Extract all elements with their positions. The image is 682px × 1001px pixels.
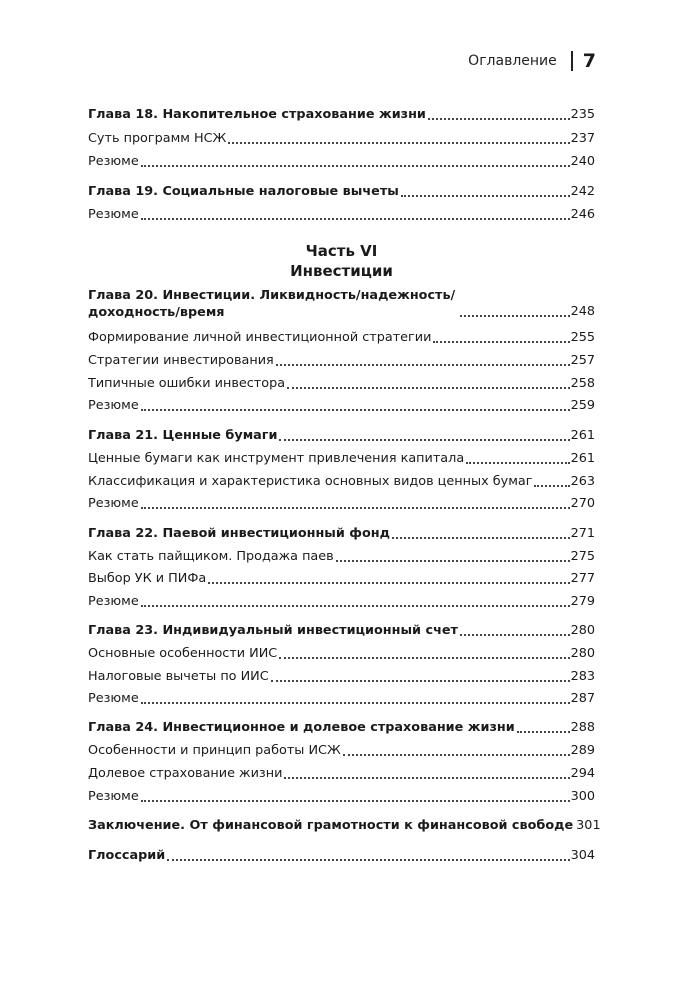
running-header-title: Оглавление xyxy=(468,53,557,69)
toc-entry-chapter[interactable]: Глава 19. Социальные налоговые вычеты 242 xyxy=(88,184,595,199)
dot-leader xyxy=(141,405,570,411)
toc-entry-section[interactable]: Формирование личной инвестиционной стратегии 255 xyxy=(88,330,595,345)
toc-entry-section[interactable]: Резюме 270 xyxy=(88,496,595,511)
toc-entry-section[interactable]: Как стать пайщиком. Продажа паев 275 xyxy=(88,549,595,564)
dot-leader xyxy=(284,773,569,779)
dot-leader xyxy=(208,578,569,584)
dot-leader xyxy=(460,311,570,317)
toc-entry-chapter[interactable]: Глава 22. Паевой инвестиционный фонд 271 xyxy=(88,526,595,541)
toc-entry-section[interactable]: Основные особенности ИИС 280 xyxy=(88,646,595,661)
dot-leader xyxy=(287,383,570,389)
dot-leader xyxy=(336,556,570,562)
dot-leader xyxy=(141,698,570,704)
toc-entry-section[interactable]: Резюме 259 xyxy=(88,398,595,413)
dot-leader xyxy=(460,630,570,636)
toc-entry-chapter[interactable]: Глава 20. Инвестиции. Ликвидность/надежность/ доходность/время 248 xyxy=(88,288,595,320)
page-number: 7 xyxy=(582,50,596,72)
dot-leader xyxy=(466,458,569,464)
dot-leader xyxy=(428,114,570,120)
toc-entry-conclusion[interactable]: Заключение. От финансовой грамотности к финансовой свободе 301 xyxy=(88,818,601,833)
toc-entry-section[interactable]: Резюме 279 xyxy=(88,594,595,609)
toc-entry-section[interactable]: Резюме 287 xyxy=(88,691,595,706)
toc-entry-section[interactable]: Суть программ НСЖ 237 xyxy=(88,131,595,146)
dot-leader xyxy=(433,337,569,343)
dot-leader xyxy=(276,360,570,366)
toc-entry-section[interactable]: Классификация и характеристика основных видов ценных бумаг 263 xyxy=(88,474,595,489)
dot-leader xyxy=(392,533,570,539)
dot-leader xyxy=(279,435,569,441)
toc-entry-chapter[interactable]: Глава 18. Накопительное страхование жизни 235 xyxy=(88,107,595,122)
part-heading xyxy=(88,241,595,281)
part-title: Инвестиции xyxy=(290,262,393,280)
toc-entry-section[interactable]: Долевое страхование жизни 294 xyxy=(88,766,595,781)
toc-entry-chapter[interactable]: Глава 24. Инвестиционное и долевое страхование жизни 288 xyxy=(88,720,595,735)
dot-leader xyxy=(279,653,569,659)
dot-leader xyxy=(167,855,569,861)
toc-entry-section[interactable]: Выбор УК и ПИФа 277 xyxy=(88,571,595,586)
dot-leader xyxy=(141,503,570,509)
toc-entry-chapter[interactable]: Глава 21. Ценные бумаги 261 xyxy=(88,428,595,443)
dot-leader xyxy=(343,750,570,756)
toc-entry-chapter[interactable]: Глава 23. Индивидуальный инвестиционный счет 280 xyxy=(88,623,595,638)
toc-entry-section[interactable]: Ценные бумаги как инструмент привлечения капитала 261 xyxy=(88,451,595,466)
part-number: Часть VI xyxy=(305,242,378,260)
dot-leader xyxy=(271,676,570,682)
dot-leader xyxy=(534,481,569,487)
dot-leader xyxy=(141,214,570,220)
header-divider xyxy=(571,51,573,71)
toc-entry-section[interactable]: Стратегии инвестирования 257 xyxy=(88,353,595,368)
toc-entry-section[interactable]: Особенности и принцип работы ИСЖ 289 xyxy=(88,743,595,758)
dot-leader xyxy=(228,138,569,144)
dot-leader xyxy=(141,161,570,167)
toc-entry-section[interactable]: Резюме 300 xyxy=(88,789,595,804)
dot-leader xyxy=(141,796,570,802)
toc-entry-section[interactable]: Резюме 246 xyxy=(88,207,595,222)
dot-leader xyxy=(141,601,570,607)
dot-leader xyxy=(517,727,570,733)
toc-entry-glossary[interactable]: Глоссарий 304 xyxy=(88,848,595,863)
toc-entry-section[interactable]: Типичные ошибки инвестора 258 xyxy=(88,376,595,391)
toc-entry-section[interactable]: Налоговые вычеты по ИИС 283 xyxy=(88,669,595,684)
running-header xyxy=(0,50,596,72)
toc-entry-section[interactable]: Резюме 240 xyxy=(88,154,595,169)
dot-leader xyxy=(401,191,570,197)
